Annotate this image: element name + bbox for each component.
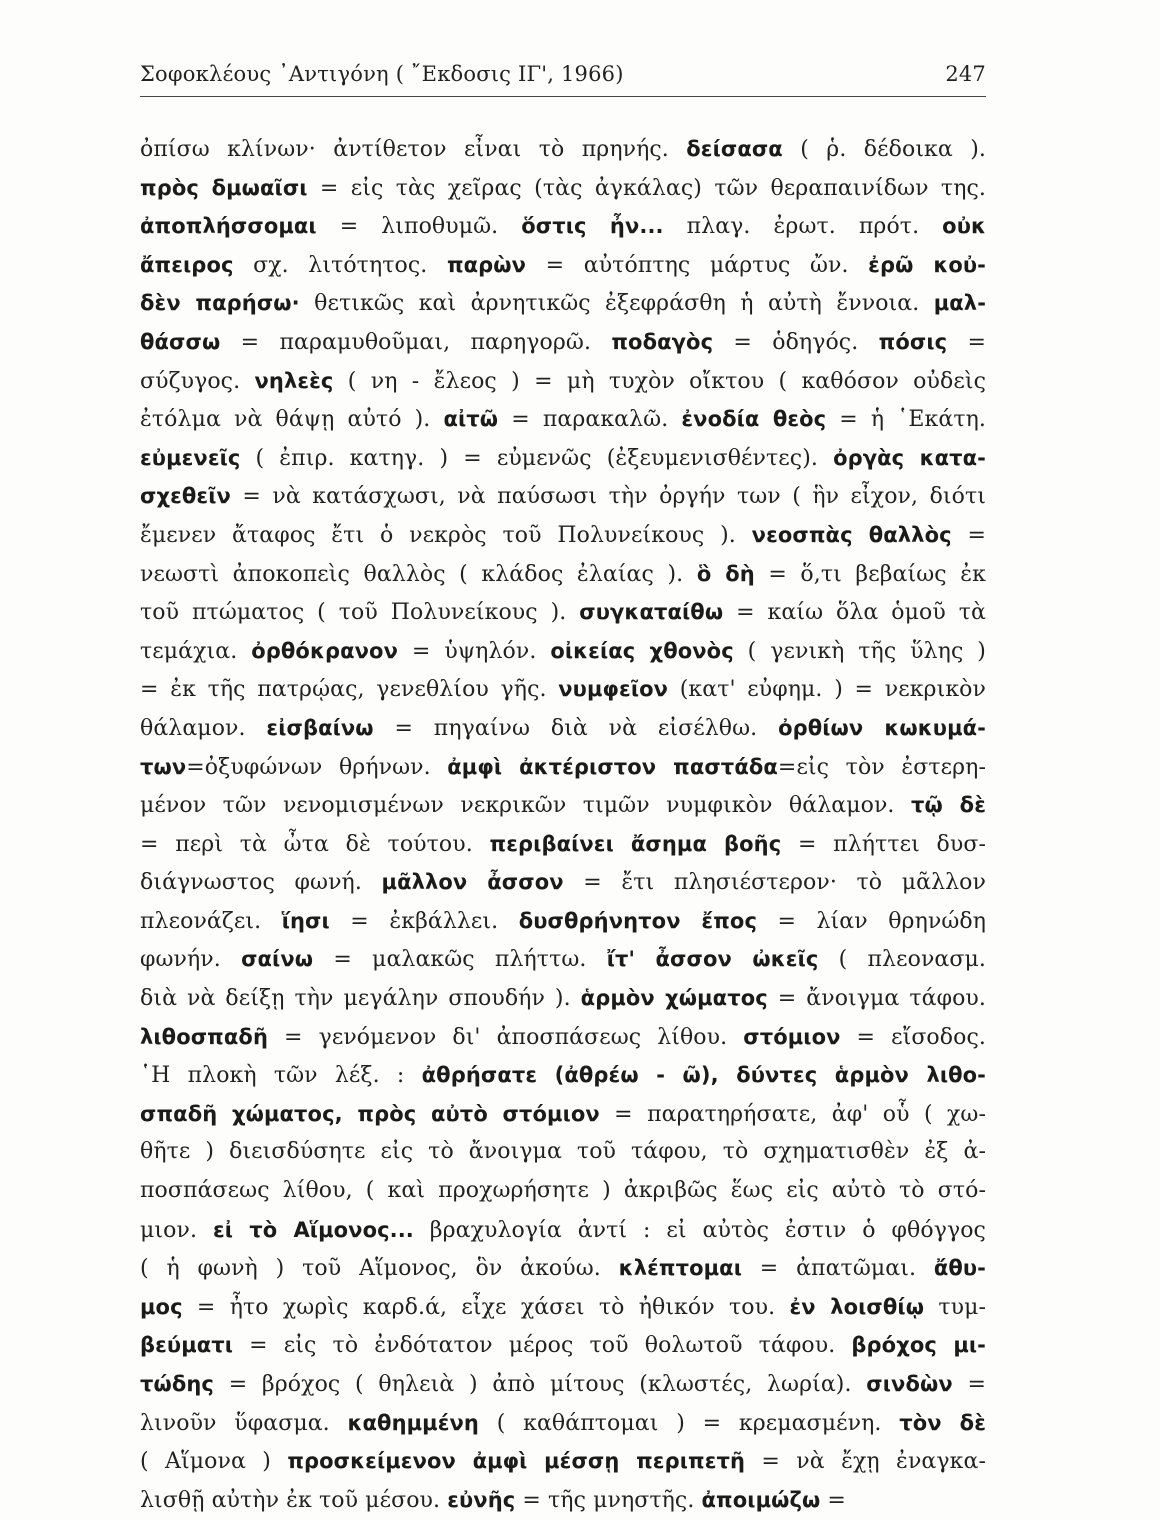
gloss-text: θάλαμον. [140,715,267,741]
text-line [140,709,986,748]
gloss-text: = ἐκ τῆς πατρῴας, γενεθλίου γῆς. [140,677,559,703]
text-line [140,1288,986,1327]
lemma-term: εἰ τὸ Αἵμονος... [212,1217,414,1242]
commentary-text [140,130,986,1519]
gloss-text: θετικῶς καὶ ἀρνητικῶς ἐξεφράσθη ἡ αὐτὴ ἔννοια. [299,291,934,317]
gloss-text: = ἄνοιγμα τάφου. [767,986,986,1012]
lemma-term: παρὼν [446,252,527,277]
lemma-term: ὀργὰς κατα- [833,445,986,470]
gloss-text: λινοῦν ὕφασμα. [140,1410,348,1436]
lemma-term: βρόχος μι- [851,1333,986,1358]
lemma-term: ποδαγὸς [611,329,714,354]
lemma-term: βεύματι [140,1333,234,1358]
lemma-term: σινδὼν [866,1372,953,1396]
gloss-text: = ὁδηγός. [713,329,879,355]
gloss-text: ( ἐπιρ. κατηγ. ) = εὐμενῶς (ἐξευμενισθέντες). [240,445,834,471]
gloss-text: = ἡ ῾Εκάτη. [826,407,986,433]
gloss-text: σχ. λιτότητος. [233,252,447,278]
text-line [140,863,986,902]
gloss-text: = ὅ,τι βεβαίως ἐκ [754,561,986,587]
gloss-text: = εἰς τὰς χεῖρας (τὰς ἀγκάλας) τῶν θεραπαινίδων της. [307,175,986,201]
lemma-term: ἴτ' ἆσσον ὠκεῖς [606,947,819,972]
lemma-term: πρὸς δμωαῖσι [140,175,308,200]
text-line [140,169,986,208]
lemma-term: θάσσω [140,329,221,354]
gloss-text: = ἀπατῶμαι. [741,1256,934,1282]
gloss-text: νεωστὶ ἀποκοπεὶς θαλλὸς ( κλάδος ἐλαίας ). [140,561,697,587]
gloss-text: = εἰς τὸ ἐνδότατον μέρος τοῦ θολωτοῦ τάφου. [233,1333,852,1359]
lemma-term: στόμιον [743,1024,841,1049]
text-line [140,1326,986,1365]
lemma-term: ἀμφὶ ἀκτέριστον παστάδα [447,754,778,779]
text-line [140,555,986,594]
gloss-text: διάγνωστος φωνή. [140,870,382,896]
gloss-text: = ἐκβάλλει. [329,908,519,934]
lemma-term: καθημμένη [347,1410,479,1435]
gloss-text: = τῆς μνηστῆς. [515,1487,702,1513]
text-line [140,1365,986,1404]
gloss-text: ἔμενεν ἄταφος ἔτι ὁ νεκρὸς τοῦ Πολυνείκους ). [140,522,752,548]
lemma-term: νυμφεῖον [558,677,669,702]
lemma-term: ὀρθόκρανον [251,638,398,663]
lemma-term: ὀρθίων κωκυμά- [778,715,986,740]
gloss-text: πλεονάζει. [140,908,282,934]
lemma-term: ἁρμὸν χώματος [580,986,768,1011]
gloss-text: = [952,1372,986,1397]
lemma-term: εἰσβαίνω [266,715,374,740]
lemma-term: μος [140,1294,183,1319]
gloss-text: = λίαν θρηνώδη [757,908,987,934]
gloss-text: ( ῥ. δέδοικα ). [782,137,987,162]
gloss-text: = ἔτι πλησιέστερον· τὸ μᾶλλον [563,870,986,896]
text-line [140,323,986,362]
gloss-text: ( πλεονασμ. [818,947,986,973]
gloss-text: = παρατηρήσατε, ἀφ' οὗ ( χω- [599,1101,987,1127]
lemma-term: σχεθεῖν [140,484,231,509]
gloss-text: = περὶ τὰ ὦτα δὲ τούτου. [140,831,490,857]
text-line [140,1056,986,1095]
text-line [140,1018,986,1057]
lemma-term: ἀποιμώζω [701,1487,821,1512]
lemma-term: δείσασα [686,137,783,161]
lemma-term: μᾶλλον ἆσσον [381,870,564,895]
text-line [140,1172,986,1211]
gloss-text: ( νη - ἔλεος ) = μὴ τυχὸν οἴκτου ( καθόσον οὐδεὶς [333,368,986,394]
lemma-term: ὃ δὴ [696,561,755,586]
lemma-term: ἐρῶ κοὐ- [868,252,986,277]
text-line [140,979,986,1018]
gloss-text: ἐτόλμα νὰ θάψῃ αὐτό ). [140,407,444,433]
text-line [140,632,986,671]
gloss-text: = ἦτο χωρὶς καρδ.ά, εἶχε χάσει τὸ ἠθικόν του. [182,1294,790,1320]
gloss-text: = πηγαίνω διὰ νὰ εἰσέλθω. [373,715,779,741]
text-line [140,593,986,632]
gloss-text: διὰ νὰ δείξῃ τὴν μεγάλην σπουδήν ). [140,986,581,1012]
lemma-term: δὲν παρήσω· [140,291,300,316]
gloss-text: = βρόχος ( θηλειὰ ) ἀπὸ μίτους (κλωστές, λωρία). [213,1372,867,1397]
gloss-text: =ὀξυφώνων θρήνων. [186,754,448,780]
lemma-term: εὐμενεῖς [140,445,241,470]
gloss-text: = [820,1487,846,1513]
text-line [140,439,986,478]
lemma-term: τῷ δὲ [911,793,986,818]
gloss-text: (κατ' εὐφημ. ) = νεκρικὸν [668,677,986,703]
text-line [140,516,986,555]
gloss-text: = γενόμενον δι' ἀποσπάσεως λίθου. [268,1024,744,1050]
gloss-text: ῾Η πλοκὴ τῶν λέξ. : [140,1063,422,1089]
gloss-text: φωνήν. [140,947,242,973]
gloss-text: ( καθάπτομαι ) = κρεμασμένη. [478,1410,900,1436]
gloss-text: = παραμυθοῦμαι, παρηγορῶ. [220,329,612,355]
text-line [140,1133,986,1172]
lemma-term: οἰκείας χθονὸς [550,638,734,663]
lemma-term: συγκαταίθω [579,600,724,625]
text-line [140,1481,986,1520]
text-line [140,825,986,864]
lemma-term: σαίνω [241,947,314,972]
text-line [140,477,986,516]
lemma-term: περιβαίνει ἄσημα βοῆς [489,831,782,856]
text-line [140,748,986,787]
lemma-term: των [140,754,187,779]
gloss-text: = πλήττει δυσ- [781,831,986,857]
lemma-term: ἀθρήσατε (ἀθρέω - ῶ), δύντες ἁρμὸν λιθο- [421,1063,986,1088]
text-line [140,1442,986,1481]
gloss-text: σύζυγος. [140,368,255,394]
lemma-term: ἄπειρος [140,252,234,277]
lemma-term: ἐν λοισθίῳ [789,1294,925,1319]
gloss-text: τοῦ πτώματος ( τοῦ Πολυνείκους ). [140,600,580,626]
lemma-term: ἄθυ- [933,1256,986,1281]
text-line [140,1095,986,1134]
lemma-term: ὅστις ἦν... [521,214,664,239]
text-line [140,786,986,825]
gloss-text: μένον τῶν νενομισμένων νεκρικῶν τιμῶν νυμφικὸν θάλαμον. [140,793,912,819]
gloss-text: = μαλακῶς πλήττω. [313,947,607,973]
gloss-text: μιον. [140,1217,213,1243]
header-rule [140,96,986,97]
text-line [140,284,986,323]
gloss-text: = παρακαλῶ. [498,407,682,433]
lemma-term: νηλεὲς [254,368,334,393]
gloss-text: = καίω ὅλα ὁμοῦ τὰ [723,600,986,626]
lemma-term: πόσις [878,329,948,354]
lemma-term: τώδης [140,1372,214,1396]
lemma-term: τὸν δὲ [899,1410,986,1435]
text-line [140,1211,986,1250]
gloss-text: = λιποθυμῶ. [316,214,522,240]
text-line [140,670,986,709]
text-line [140,207,986,246]
text-line [140,1404,986,1443]
gloss-text: τυμ- [924,1294,987,1320]
lemma-term: ἵησι [281,908,330,933]
text-line [140,362,986,401]
text-line [140,940,986,979]
gloss-text: = αὐτόπτης μάρτυς ὤν. [526,252,869,278]
lemma-term: ἐνοδία θεὸς [681,407,827,432]
text-line [140,1249,986,1288]
lemma-term: σπαδῆ χώματος, πρὸς αὐτὸ στόμιον [140,1101,600,1126]
gloss-text: = νὰ κατάσχωσι, νὰ παύσωσι τὴν ὀργήν των ( ἣν εἶχον, διότι [230,484,986,510]
lemma-term: δυσθρήνητον ἔπος [518,908,757,933]
gloss-text: ( ἡ φωνὴ ) τοῦ Αἵμονος, ὃν ἀκούω. [140,1256,619,1282]
gloss-text: = [951,522,986,548]
text-line [140,130,986,169]
gloss-text: ( γενικὴ τῆς ὕλης ) [733,638,986,664]
lemma-term: εὐνῆς [447,1487,516,1512]
lemma-term: λιθοσπαδῆ [140,1024,268,1049]
lemma-term: κλέπτομαι [618,1256,742,1281]
gloss-text: θῆτε ) διεισδύσητε εἰς τὸ ἄνοιγμα τοῦ τάφου, τὸ σχηματισθὲν ἐξ ἀ- [140,1139,986,1165]
gloss-text: =εἰς τὸν ἐστερη- [777,754,986,780]
gloss-text: πλαγ. ἐρωτ. πρότ. [663,214,943,240]
lemma-term: προσκείμενον ἀμφὶ μέσσῃ περιπετῆ [287,1449,746,1474]
page-number: 247 [945,62,986,86]
gloss-text: λισθῇ αὐτὴν ἐκ τοῦ μέσου. [140,1487,448,1513]
text-line [140,902,986,941]
gloss-text: βραχυλογία ἀντί : εἰ αὐτὸς ἐστιν ὁ φθόγγος [413,1217,986,1243]
gloss-text: ὀπίσω κλίνων· ἀντίθετον εἶναι τὸ πρηνής. [140,137,687,162]
lemma-term: νεοσπὰς θαλλὸς [751,522,952,547]
lemma-term: ἀποπλήσσομαι [140,214,317,239]
text-line [140,246,986,285]
gloss-text: = ὑψηλόν. [397,638,551,664]
lemma-term: μαλ- [933,291,987,316]
gloss-text: ποσπάσεως λίθου, ( καὶ προχωρήσητε ) ἀκριβῶς ἕως εἰς αὐτὸ τὸ στό- [140,1178,986,1204]
gloss-text: = νὰ ἔχῃ ἐναγκα- [745,1449,986,1475]
gloss-text: = [947,329,986,355]
lemma-term: οὐκ [942,214,986,239]
lemma-term: αἰτῶ [443,407,499,432]
text-line [140,400,986,439]
header-title: Σοφοκλέους ᾿Αντιγόνη ( ῎Εκδοσις ΙΓ', 1966) [140,62,624,86]
gloss-text: ( Αἵμονα ) [140,1449,288,1475]
gloss-text: = εἴσοδος. [840,1024,986,1050]
gloss-text: τεμάχια. [140,638,252,664]
